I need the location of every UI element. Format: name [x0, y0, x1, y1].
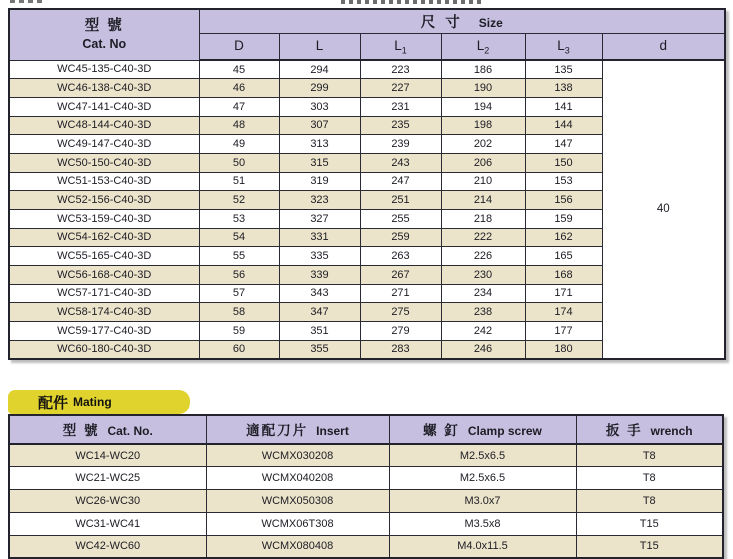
- dim-cell: 243: [360, 153, 441, 172]
- dim-cell: 59: [199, 321, 279, 340]
- dim-cell: 58: [199, 303, 279, 322]
- dim-cell: 351: [279, 321, 360, 340]
- dim-cell: 190: [441, 79, 525, 98]
- dim-cell: 235: [360, 116, 441, 135]
- table-row: [9, 444, 723, 467]
- clamp-screw-cell: M3.0x7: [389, 490, 576, 513]
- dim-cell: 177: [525, 321, 602, 340]
- dim-cell: 294: [279, 60, 360, 79]
- cropped-text-remnant-center: [341, 0, 483, 4]
- clamp-screw-cell: M2.5x6.5: [389, 444, 576, 467]
- mating-table: [8, 414, 724, 559]
- mating-label-en: Mating: [73, 395, 112, 409]
- dim-cell: 299: [279, 79, 360, 98]
- dim-cell: 222: [441, 228, 525, 247]
- cat-no-cell: WC59-177-C40-3D: [9, 321, 199, 340]
- dim-cell: 347: [279, 303, 360, 322]
- dim-cell: 234: [441, 284, 525, 303]
- insert-cell: WCMX040208: [206, 467, 389, 490]
- dim-cell: 55: [199, 247, 279, 266]
- dim-cell: 263: [360, 247, 441, 266]
- cat-no-cell: WC60-180-C40-3D: [9, 340, 199, 359]
- insert-cell: WCMX080408: [206, 535, 389, 558]
- mating-col-insert: 適配刀片 Insert: [206, 415, 389, 444]
- col-header-L: L: [279, 34, 360, 61]
- cat-range-cell: WC31-WC41: [9, 512, 206, 535]
- size-header-en: Size: [478, 16, 503, 30]
- dim-cell: 49: [199, 135, 279, 154]
- dim-cell: 57: [199, 284, 279, 303]
- mating-header-row: [9, 415, 723, 444]
- dim-cell: 60: [199, 340, 279, 359]
- clamp-screw-cell: M4.0x11.5: [389, 535, 576, 558]
- dim-cell: 56: [199, 265, 279, 284]
- cat-no-cell: WC53-159-C40-3D: [9, 209, 199, 228]
- dimensions-table: [8, 8, 726, 360]
- clamp-screw-cell: M3.5x8: [389, 512, 576, 535]
- insert-cell: WCMX06T308: [206, 512, 389, 535]
- dim-cell: 226: [441, 247, 525, 266]
- clamp-screw-cell: M2.5x6.5: [389, 467, 576, 490]
- header-row-1: [9, 9, 725, 34]
- cat-no-header-en: Cat. No: [82, 37, 127, 52]
- dim-cell: 267: [360, 265, 441, 284]
- cat-no-cell: WC46-138-C40-3D: [9, 79, 199, 98]
- dim-cell: 315: [279, 153, 360, 172]
- col-header-L1: $L_1$: [360, 34, 441, 61]
- insert-cell: WCMX050308: [206, 490, 389, 513]
- cat-range-cell: WC21-WC25: [9, 467, 206, 490]
- dim-cell: 202: [441, 135, 525, 154]
- dim-cell: 54: [199, 228, 279, 247]
- dim-cell: 153: [525, 172, 602, 191]
- dim-cell: 144: [525, 116, 602, 135]
- table-row: [9, 60, 725, 79]
- dim-cell: 45: [199, 60, 279, 79]
- col-header-D: D: [199, 34, 279, 61]
- dim-cell: 174: [525, 303, 602, 322]
- dim-cell: 343: [279, 284, 360, 303]
- table-row: [9, 467, 723, 490]
- dim-cell: 307: [279, 116, 360, 135]
- dim-cell: 313: [279, 135, 360, 154]
- dim-cell: 168: [525, 265, 602, 284]
- dim-cell: 194: [441, 97, 525, 116]
- dim-cell: 255: [360, 209, 441, 228]
- dim-cell: 52: [199, 191, 279, 210]
- cat-range-cell: WC42-WC60: [9, 535, 206, 558]
- dim-cell: 339: [279, 265, 360, 284]
- cat-no-cell: WC45-135-C40-3D: [9, 60, 199, 79]
- dim-cell: 355: [279, 340, 360, 359]
- dim-cell: 230: [441, 265, 525, 284]
- cat-range-cell: WC26-WC30: [9, 490, 206, 513]
- shared-d-cell: 40: [602, 60, 725, 359]
- mating-label-zh: 配件: [38, 394, 69, 412]
- dim-cell: 171: [525, 284, 602, 303]
- dim-cell: 48: [199, 116, 279, 135]
- dim-cell: 323: [279, 191, 360, 210]
- table-row: [9, 535, 723, 558]
- cat-no-cell: WC55-165-C40-3D: [9, 247, 199, 266]
- wrench-cell: T8: [576, 444, 723, 467]
- size-header-zh: 尺 寸: [420, 15, 463, 31]
- mating-section-label: [8, 390, 190, 414]
- cat-no-cell: WC56-168-C40-3D: [9, 265, 199, 284]
- dim-cell: 303: [279, 97, 360, 116]
- dim-cell: 186: [441, 60, 525, 79]
- wrench-cell: T15: [576, 512, 723, 535]
- dim-cell: 214: [441, 191, 525, 210]
- dim-cell: 251: [360, 191, 441, 210]
- dim-cell: 247: [360, 172, 441, 191]
- col-header-L2: $L_2$: [441, 34, 525, 61]
- wrench-cell: T8: [576, 490, 723, 513]
- cat-no-header-zh: 型 號: [84, 17, 124, 34]
- cat-no-cell: WC57-171-C40-3D: [9, 284, 199, 303]
- dim-cell: 231: [360, 97, 441, 116]
- dim-cell: 238: [441, 303, 525, 322]
- cropped-text-remnant-left: [10, 0, 44, 3]
- mating-col-clamp-screw: 螺 釘 Clamp screw: [389, 415, 576, 444]
- dim-cell: 246: [441, 340, 525, 359]
- dim-cell: 283: [360, 340, 441, 359]
- dim-cell: 275: [360, 303, 441, 322]
- dim-cell: 223: [360, 60, 441, 79]
- dim-cell: 327: [279, 209, 360, 228]
- dim-cell: 271: [360, 284, 441, 303]
- dim-cell: 210: [441, 172, 525, 191]
- wrench-cell: T8: [576, 467, 723, 490]
- mating-col-wrench: 扳 手 wrench: [576, 415, 723, 444]
- dim-cell: 319: [279, 172, 360, 191]
- dim-cell: 239: [360, 135, 441, 154]
- cat-no-cell: WC52-156-C40-3D: [9, 191, 199, 210]
- dim-cell: 53: [199, 209, 279, 228]
- table-row: [9, 490, 723, 513]
- dim-cell: 331: [279, 228, 360, 247]
- dim-cell: 159: [525, 209, 602, 228]
- dim-cell: 47: [199, 97, 279, 116]
- cat-no-cell: WC47-141-C40-3D: [9, 97, 199, 116]
- cat-no-cell: WC51-153-C40-3D: [9, 172, 199, 191]
- cat-range-cell: WC14-WC20: [9, 444, 206, 467]
- dim-cell: 242: [441, 321, 525, 340]
- insert-cell: WCMX030208: [206, 444, 389, 467]
- dim-cell: 138: [525, 79, 602, 98]
- dim-cell: 162: [525, 228, 602, 247]
- dim-cell: 335: [279, 247, 360, 266]
- dim-cell: 180: [525, 340, 602, 359]
- dim-cell: 279: [360, 321, 441, 340]
- dim-cell: 135: [525, 60, 602, 79]
- wrench-cell: T15: [576, 535, 723, 558]
- dim-cell: 198: [441, 116, 525, 135]
- dim-cell: 141: [525, 97, 602, 116]
- dim-cell: 227: [360, 79, 441, 98]
- dim-cell: 206: [441, 153, 525, 172]
- table-row: [9, 512, 723, 535]
- dim-cell: 218: [441, 209, 525, 228]
- cat-no-cell: WC54-162-C40-3D: [9, 228, 199, 247]
- dim-cell: 259: [360, 228, 441, 247]
- col-header-d: d: [602, 34, 725, 61]
- cat-no-cell: WC58-174-C40-3D: [9, 303, 199, 322]
- dim-cell: 50: [199, 153, 279, 172]
- cat-no-cell: WC50-150-C40-3D: [9, 153, 199, 172]
- dim-cell: 156: [525, 191, 602, 210]
- dim-cell: 147: [525, 135, 602, 154]
- cat-no-cell: WC49-147-C40-3D: [9, 135, 199, 154]
- size-header: [199, 9, 725, 34]
- mating-col-cat-no: 型 號 Cat. No.: [9, 415, 206, 444]
- cat-no-header: [9, 9, 199, 60]
- dim-cell: 165: [525, 247, 602, 266]
- cat-no-cell: WC48-144-C40-3D: [9, 116, 199, 135]
- dim-cell: 51: [199, 172, 279, 191]
- dim-cell: 46: [199, 79, 279, 98]
- col-header-L3: $L_3$: [525, 34, 602, 61]
- dim-cell: 150: [525, 153, 602, 172]
